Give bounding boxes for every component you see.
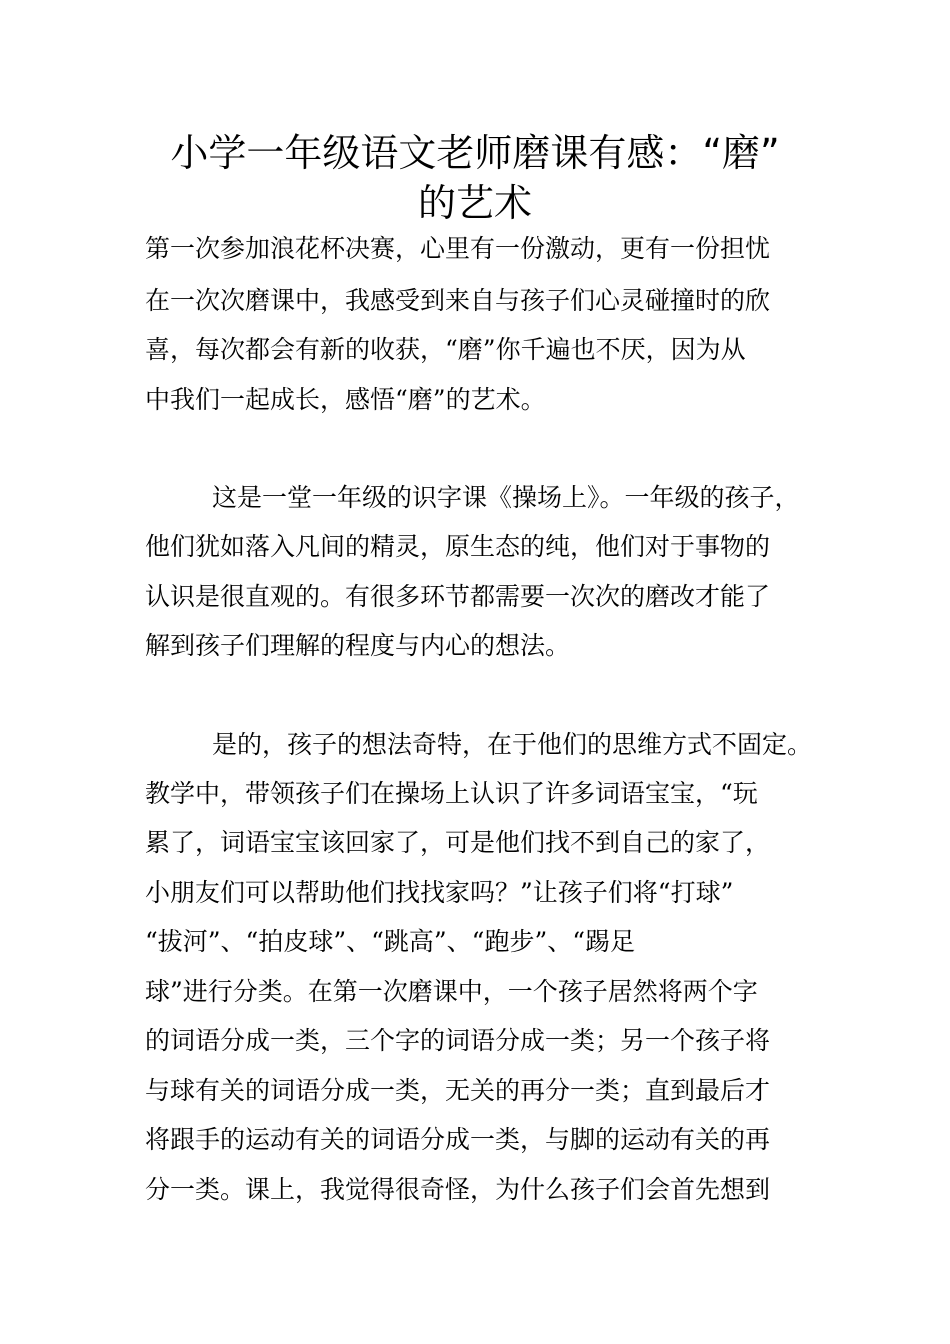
text-line: “拔河”、“拍皮球”、“跳高”、“跑步”、“踢足 [145,927,636,956]
text-line: 中我们一起成长，感悟“磨”的艺术。 [145,385,546,414]
text-line: 在一次次磨课中，我感受到来自与孩子们心灵碰撞时的欣 [145,286,771,315]
text-line: 球”进行分类。在第一次磨课中，一个孩子居然将两个字 [145,977,758,1006]
text-line: 认识是很直观的。有很多环节都需要一次次的磨改才能了 [145,582,771,611]
text-line: 这是一堂一年级的识字课《操场上》。一年级的孩子， [212,483,800,512]
document-title-line-2: 的艺术 [417,181,532,225]
text-line: 的词语分成一类，三个字的词语分成一类；另一个孩子将 [145,1026,771,1055]
text-line: 将跟手的运动有关的词语分成一类，与脚的运动有关的再 [145,1125,771,1154]
text-line: 喜，每次都会有新的收获，“磨”你千遍也不厌，因为从 [145,335,746,364]
text-line: 小朋友们可以帮助他们找找家吗？”让孩子们将“打球” [145,878,734,907]
text-line: 第一次参加浪花杯决赛，心里有一份激动，更有一份担忧 [145,234,771,263]
document-title-line-1: 小学一年级语文老师磨课有感：“磨” [170,131,780,175]
text-line: 教学中，带领孩子们在操场上认识了许多词语宝宝，“玩 [145,779,758,808]
text-line: 分一类。课上，我觉得很奇怪，为什么孩子们会首先想到 [145,1175,771,1204]
text-line: 是的，孩子的想法奇特，在于他们的思维方式不固定。 [212,730,813,759]
text-line: 累了，词语宝宝该回家了，可是他们找不到自己的家了， [145,828,771,857]
text-line: 与球有关的词语分成一类，无关的再分一类；直到最后才 [145,1076,771,1105]
text-line: 解到孩子们理解的程度与内心的想法。 [145,631,571,660]
text-line: 他们犹如落入凡间的精灵，原生态的纯，他们对于事物的 [145,532,771,561]
